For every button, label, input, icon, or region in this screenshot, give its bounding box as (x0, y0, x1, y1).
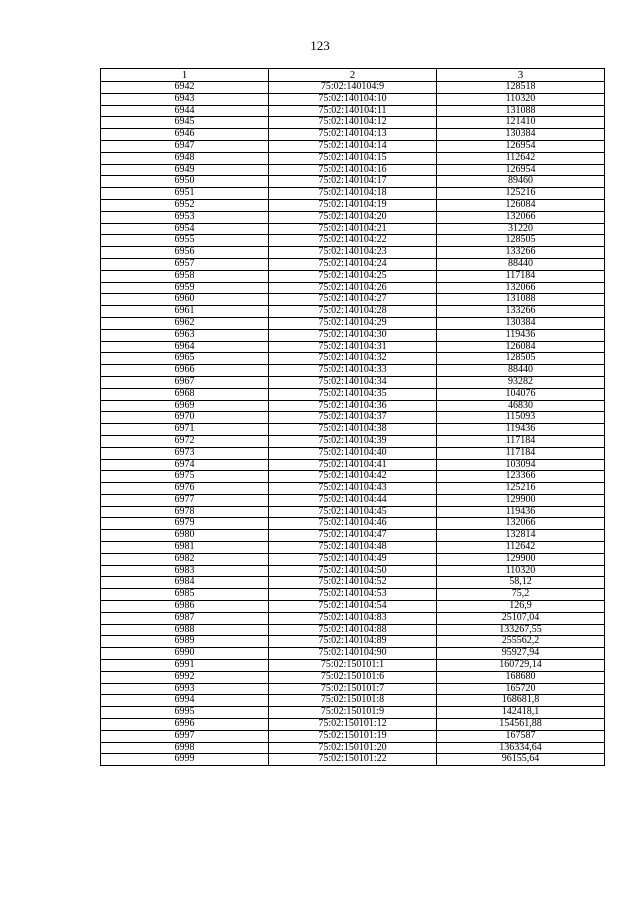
cadastral-number-cell: 75:02:150101:8 (269, 695, 437, 707)
value-cell: 129900 (437, 553, 605, 565)
value-cell: 123366 (437, 471, 605, 483)
table-row (101, 341, 605, 353)
column-header-3: 3 (437, 69, 605, 82)
table-row (101, 211, 605, 223)
value-cell: 25107,04 (437, 612, 605, 624)
table-row (101, 152, 605, 164)
table-row (101, 483, 605, 495)
value-cell: 96155,64 (437, 754, 605, 766)
value-cell: 142418,1 (437, 707, 605, 719)
row-number-cell: 6966 (101, 365, 269, 377)
row-number-cell: 6949 (101, 164, 269, 176)
row-number-cell: 6980 (101, 530, 269, 542)
cadastral-number-cell: 75:02:150101:20 (269, 742, 437, 754)
table-row (101, 235, 605, 247)
value-cell: 136334,64 (437, 742, 605, 754)
cadastral-number-cell: 75:02:140104:21 (269, 223, 437, 235)
value-cell: 125216 (437, 188, 605, 200)
value-cell: 126954 (437, 140, 605, 152)
row-number-cell: 6993 (101, 683, 269, 695)
row-number-cell: 6996 (101, 719, 269, 731)
cadastral-number-cell: 75:02:140104:30 (269, 329, 437, 341)
value-cell: 75,2 (437, 589, 605, 601)
cadastral-number-cell: 75:02:140104:17 (269, 176, 437, 188)
row-number-cell: 6962 (101, 317, 269, 329)
row-number-cell: 6952 (101, 199, 269, 211)
row-number-cell: 6947 (101, 140, 269, 152)
cadastral-number-cell: 75:02:140104:44 (269, 494, 437, 506)
cadastral-number-cell: 75:02:140104:41 (269, 459, 437, 471)
table-row (101, 506, 605, 518)
cadastral-number-cell: 75:02:140104:46 (269, 518, 437, 530)
row-number-cell: 6959 (101, 282, 269, 294)
cadastral-number-cell: 75:02:140104:28 (269, 306, 437, 318)
cadastral-number-cell: 75:02:140104:48 (269, 542, 437, 554)
value-cell: 125216 (437, 483, 605, 495)
row-number-cell: 6986 (101, 601, 269, 613)
row-number-cell: 6970 (101, 412, 269, 424)
value-cell: 93282 (437, 376, 605, 388)
value-cell: 126084 (437, 341, 605, 353)
table-row (101, 176, 605, 188)
cadastral-number-cell: 75:02:140104:31 (269, 341, 437, 353)
table-row (101, 754, 605, 766)
row-number-cell: 6982 (101, 553, 269, 565)
column-header-1: 1 (101, 69, 269, 82)
table-row (101, 459, 605, 471)
table-row (101, 129, 605, 141)
row-number-cell: 6960 (101, 294, 269, 306)
cadastral-number-cell: 75:02:140104:23 (269, 247, 437, 259)
cadastral-number-cell: 75:02:140104:13 (269, 129, 437, 141)
page-number: 123 (310, 38, 330, 53)
value-cell: 89460 (437, 176, 605, 188)
cadastral-number-cell: 75:02:140104:22 (269, 235, 437, 247)
row-number-cell: 6958 (101, 270, 269, 282)
row-number-cell: 6975 (101, 471, 269, 483)
value-cell: 115093 (437, 412, 605, 424)
table-row (101, 388, 605, 400)
row-number-cell: 6983 (101, 565, 269, 577)
table-row (101, 294, 605, 306)
header-row (101, 69, 605, 82)
value-cell: 46830 (437, 400, 605, 412)
table-row (101, 365, 605, 377)
value-cell: 128505 (437, 353, 605, 365)
row-number-cell: 6990 (101, 648, 269, 660)
cadastral-number-cell: 75:02:140104:88 (269, 624, 437, 636)
row-number-cell: 6965 (101, 353, 269, 365)
value-cell: 133267,55 (437, 624, 605, 636)
value-cell: 112642 (437, 152, 605, 164)
table-row (101, 105, 605, 117)
table-row (101, 424, 605, 436)
cadastral-number-cell: 75:02:140104:29 (269, 317, 437, 329)
row-number-cell: 6978 (101, 506, 269, 518)
row-number-cell: 6968 (101, 388, 269, 400)
row-number-cell: 6972 (101, 435, 269, 447)
row-number-cell: 6976 (101, 483, 269, 495)
table-row (101, 471, 605, 483)
value-cell: 255562,2 (437, 636, 605, 648)
table-row (101, 329, 605, 341)
table-row (101, 258, 605, 270)
table-row (101, 683, 605, 695)
table-row (101, 730, 605, 742)
value-cell: 31220 (437, 223, 605, 235)
value-cell: 119436 (437, 424, 605, 436)
cadastral-number-cell: 75:02:140104:54 (269, 601, 437, 613)
table-row (101, 353, 605, 365)
cadastral-number-cell: 75:02:140104:45 (269, 506, 437, 518)
table-row (101, 553, 605, 565)
cadastral-number-cell: 75:02:140104:18 (269, 188, 437, 200)
cadastral-number-cell: 75:02:150101:12 (269, 719, 437, 731)
table-row (101, 247, 605, 259)
table-row (101, 317, 605, 329)
row-number-cell: 6992 (101, 671, 269, 683)
table-row (101, 188, 605, 200)
row-number-cell: 6995 (101, 707, 269, 719)
row-number-cell: 6961 (101, 306, 269, 318)
row-number-cell: 6967 (101, 376, 269, 388)
cadastral-number-cell: 75:02:150101:9 (269, 707, 437, 719)
cadastral-number-cell: 75:02:140104:14 (269, 140, 437, 152)
table-row (101, 648, 605, 660)
table-row (101, 565, 605, 577)
value-cell: 133266 (437, 306, 605, 318)
cadastral-number-cell: 75:02:140104:53 (269, 589, 437, 601)
cadastral-number-cell: 75:02:140104:50 (269, 565, 437, 577)
cadastral-number-cell: 75:02:140104:26 (269, 282, 437, 294)
table-row (101, 719, 605, 731)
row-number-cell: 6989 (101, 636, 269, 648)
value-cell: 131088 (437, 294, 605, 306)
value-cell: 126954 (437, 164, 605, 176)
table-row (101, 530, 605, 542)
value-cell: 119436 (437, 329, 605, 341)
value-cell: 117184 (437, 270, 605, 282)
value-cell: 112642 (437, 542, 605, 554)
value-cell: 129900 (437, 494, 605, 506)
row-number-cell: 6946 (101, 129, 269, 141)
data-table (100, 68, 605, 766)
row-number-cell: 6974 (101, 459, 269, 471)
table-row (101, 518, 605, 530)
row-number-cell: 6969 (101, 400, 269, 412)
row-number-cell: 6987 (101, 612, 269, 624)
table-row (101, 742, 605, 754)
table-row (101, 117, 605, 129)
row-number-cell: 6994 (101, 695, 269, 707)
value-cell: 132066 (437, 282, 605, 294)
row-number-cell: 6963 (101, 329, 269, 341)
value-cell: 117184 (437, 447, 605, 459)
table-row (101, 671, 605, 683)
row-number-cell: 6984 (101, 577, 269, 589)
row-number-cell: 6985 (101, 589, 269, 601)
value-cell: 126084 (437, 199, 605, 211)
value-cell: 126,9 (437, 601, 605, 613)
cadastral-number-cell: 75:02:150101:7 (269, 683, 437, 695)
cadastral-number-cell: 75:02:140104:24 (269, 258, 437, 270)
table-row (101, 199, 605, 211)
value-cell: 121410 (437, 117, 605, 129)
row-number-cell: 6956 (101, 247, 269, 259)
cadastral-number-cell: 75:02:140104:83 (269, 612, 437, 624)
table-row (101, 542, 605, 554)
row-number-cell: 6988 (101, 624, 269, 636)
row-number-cell: 6951 (101, 188, 269, 200)
row-number-cell: 6977 (101, 494, 269, 506)
value-cell: 128518 (437, 82, 605, 94)
value-cell: 133266 (437, 247, 605, 259)
value-cell: 58,12 (437, 577, 605, 589)
value-cell: 154561,88 (437, 719, 605, 731)
cadastral-number-cell: 75:02:140104:37 (269, 412, 437, 424)
cadastral-number-cell: 75:02:140104:20 (269, 211, 437, 223)
cadastral-number-cell: 75:02:140104:40 (269, 447, 437, 459)
table-row (101, 376, 605, 388)
table-row (101, 435, 605, 447)
row-number-cell: 6955 (101, 235, 269, 247)
value-cell: 104076 (437, 388, 605, 400)
cadastral-number-cell: 75:02:140104:90 (269, 648, 437, 660)
cadastral-number-cell: 75:02:150101:22 (269, 754, 437, 766)
cadastral-number-cell: 75:02:140104:11 (269, 105, 437, 117)
cadastral-number-cell: 75:02:150101:6 (269, 671, 437, 683)
row-number-cell: 6948 (101, 152, 269, 164)
value-cell: 128505 (437, 235, 605, 247)
cadastral-number-cell: 75:02:140104:27 (269, 294, 437, 306)
value-cell: 130384 (437, 129, 605, 141)
cadastral-number-cell: 75:02:140104:34 (269, 376, 437, 388)
cadastral-number-cell: 75:02:140104:35 (269, 388, 437, 400)
value-cell: 110320 (437, 565, 605, 577)
cadastral-number-cell: 75:02:140104:9 (269, 82, 437, 94)
cadastral-number-cell: 75:02:140104:49 (269, 553, 437, 565)
table-row (101, 164, 605, 176)
column-header-2: 2 (269, 69, 437, 82)
row-number-cell: 6998 (101, 742, 269, 754)
value-cell: 130384 (437, 317, 605, 329)
row-number-cell: 6997 (101, 730, 269, 742)
table-row (101, 636, 605, 648)
table-row (101, 223, 605, 235)
cadastral-number-cell: 75:02:140104:42 (269, 471, 437, 483)
table-row (101, 624, 605, 636)
row-number-cell: 6964 (101, 341, 269, 353)
value-cell: 132066 (437, 518, 605, 530)
cadastral-number-cell: 75:02:140104:43 (269, 483, 437, 495)
value-cell: 168681,8 (437, 695, 605, 707)
cadastral-number-cell: 75:02:140104:33 (269, 365, 437, 377)
row-number-cell: 6942 (101, 82, 269, 94)
table-row (101, 447, 605, 459)
value-cell: 88440 (437, 258, 605, 270)
cadastral-number-cell: 75:02:140104:25 (269, 270, 437, 282)
table-body (101, 82, 605, 766)
row-number-cell: 6981 (101, 542, 269, 554)
table-row (101, 612, 605, 624)
cadastral-number-cell: 75:02:140104:36 (269, 400, 437, 412)
row-number-cell: 6971 (101, 424, 269, 436)
row-number-cell: 6999 (101, 754, 269, 766)
cadastral-number-cell: 75:02:140104:19 (269, 199, 437, 211)
table-row (101, 282, 605, 294)
row-number-cell: 6979 (101, 518, 269, 530)
table-row (101, 140, 605, 152)
table-row (101, 707, 605, 719)
value-cell: 88440 (437, 365, 605, 377)
value-cell: 165720 (437, 683, 605, 695)
cadastral-number-cell: 75:02:140104:15 (269, 152, 437, 164)
cadastral-number-cell: 75:02:150101:19 (269, 730, 437, 742)
cadastral-number-cell: 75:02:140104:39 (269, 435, 437, 447)
row-number-cell: 6950 (101, 176, 269, 188)
value-cell: 132814 (437, 530, 605, 542)
cadastral-number-cell: 75:02:140104:10 (269, 93, 437, 105)
value-cell: 167587 (437, 730, 605, 742)
row-number-cell: 6973 (101, 447, 269, 459)
table-row (101, 412, 605, 424)
cadastral-number-cell: 75:02:140104:52 (269, 577, 437, 589)
row-number-cell: 6944 (101, 105, 269, 117)
cadastral-number-cell: 75:02:140104:16 (269, 164, 437, 176)
row-number-cell: 6945 (101, 117, 269, 129)
table-row (101, 695, 605, 707)
value-cell: 160729,14 (437, 660, 605, 672)
row-number-cell: 6991 (101, 660, 269, 672)
cadastral-number-cell: 75:02:140104:47 (269, 530, 437, 542)
value-cell: 110320 (437, 93, 605, 105)
table-row (101, 270, 605, 282)
row-number-cell: 6954 (101, 223, 269, 235)
table-row (101, 306, 605, 318)
value-cell: 119436 (437, 506, 605, 518)
table-row (101, 589, 605, 601)
row-number-cell: 6957 (101, 258, 269, 270)
value-cell: 132066 (437, 211, 605, 223)
cadastral-number-cell: 75:02:140104:38 (269, 424, 437, 436)
cadastral-number-cell: 75:02:140104:12 (269, 117, 437, 129)
table-row (101, 400, 605, 412)
value-cell: 131088 (437, 105, 605, 117)
table-row (101, 577, 605, 589)
cadastral-number-cell: 75:02:140104:89 (269, 636, 437, 648)
table-row (101, 660, 605, 672)
table-row (101, 601, 605, 613)
table-row (101, 494, 605, 506)
cadastral-number-cell: 75:02:150101:1 (269, 660, 437, 672)
table-row (101, 93, 605, 105)
value-cell: 168680 (437, 671, 605, 683)
cadastral-number-cell: 75:02:140104:32 (269, 353, 437, 365)
row-number-cell: 6953 (101, 211, 269, 223)
value-cell: 95927,94 (437, 648, 605, 660)
value-cell: 103094 (437, 459, 605, 471)
row-number-cell: 6943 (101, 93, 269, 105)
table-row (101, 82, 605, 94)
value-cell: 117184 (437, 435, 605, 447)
